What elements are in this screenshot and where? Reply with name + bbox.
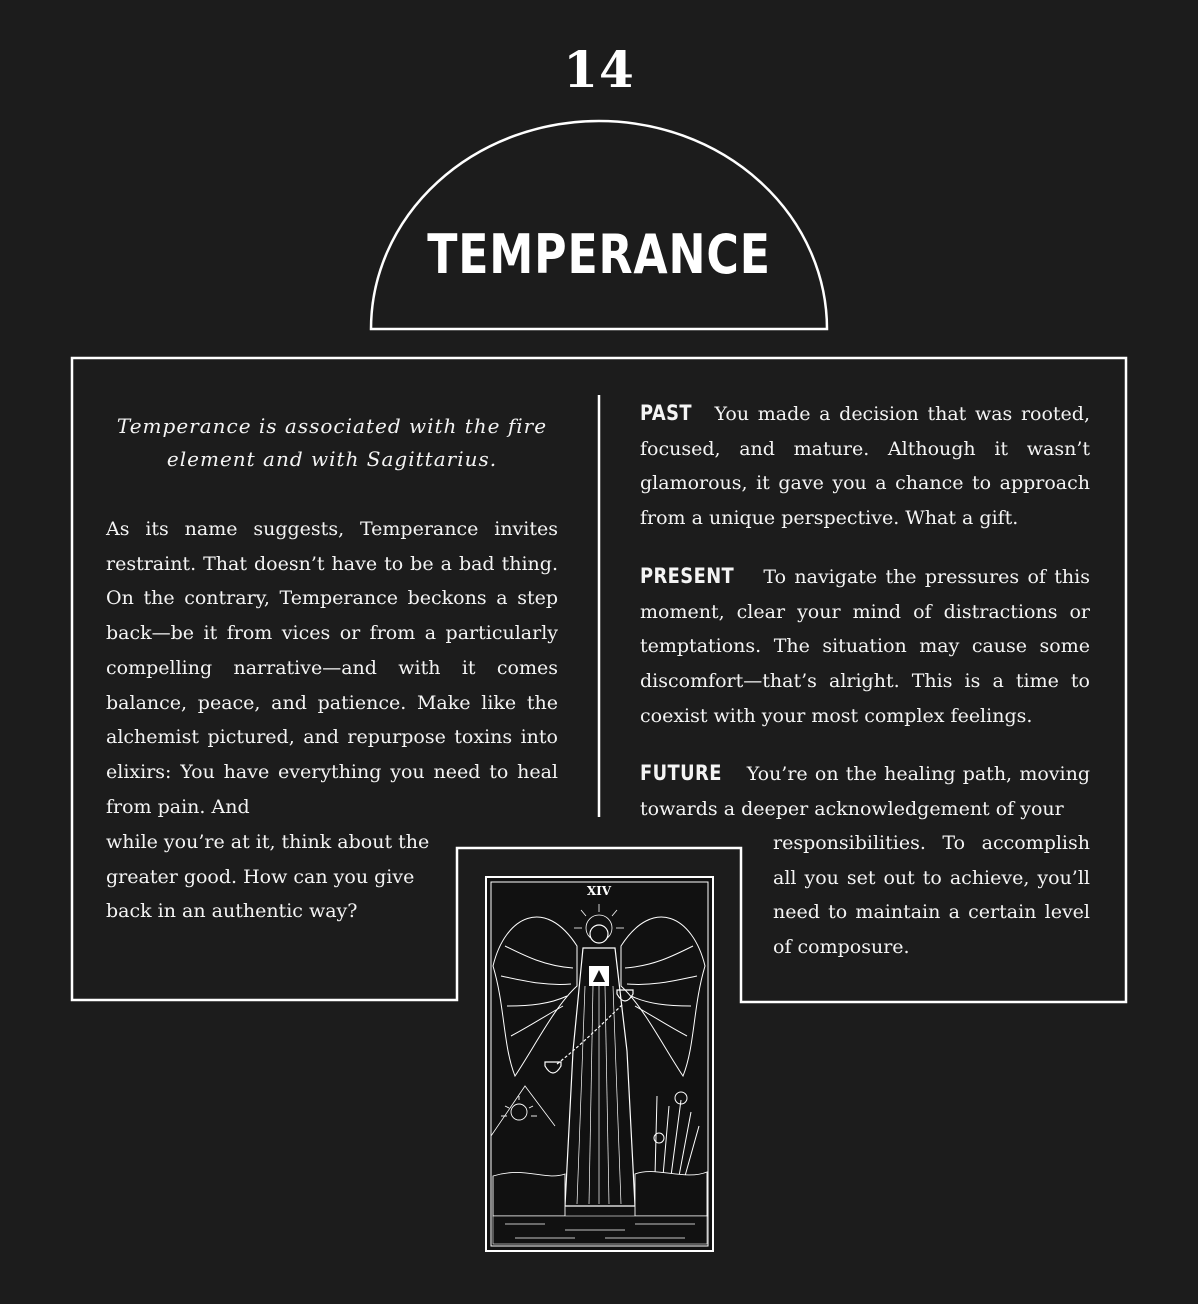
reading-past-text: You made a decision that was rooted, focused, and mature. Although it wasn’t glamorous, it gave you a chance to approach from a unique perspective. What a gift.	[640, 403, 1090, 530]
reading-present-label: PRESENT	[640, 564, 735, 588]
description-tail: while you’re at it, think about the greater good. How can you give back in an authentic way?	[106, 831, 430, 923]
angel-head-icon	[590, 925, 608, 943]
reading-future-label: FUTURE	[640, 761, 722, 785]
tarot-temperance-angel-illustration	[485, 876, 714, 1252]
reading-past-label: PAST	[640, 401, 692, 425]
card-numeral: XIV	[586, 884, 612, 898]
reading-past	[640, 396, 1090, 536]
reading-future-tail: responsibilities. To accomplish all you set out to achieve, you’ll need to maintain a certain level of composure.	[773, 832, 1090, 959]
reading-future	[640, 756, 1090, 826]
reading-present-text: To navigate the pressures of this moment, clear your mind of distractions or temptations. The situation may cause some discomfort—that’s alright. This is a time to coexist with your most complex feelings.	[640, 566, 1090, 727]
card-title: TEMPERANCE	[427, 223, 771, 286]
reading-present	[640, 559, 1090, 734]
intro-text: Temperance is associated with the fire element and with Sagittarius.	[116, 414, 548, 471]
reading-future-text: You’re on the healing path, moving towards a deeper acknowledgement of your	[640, 763, 1090, 820]
description-main: As its name suggests, Temperance invites restraint. That doesn’t have to be a bad thing. On the contrary, Temperance beckons a step back—be it from vices or from a particularly compelling narrative—and with it comes balance, peace, and patience. Make like the alchemist pictured, and repurpose toxins into elixirs: You have everything you need to heal from pain. And	[106, 518, 558, 818]
page-number: 14	[563, 40, 635, 99]
